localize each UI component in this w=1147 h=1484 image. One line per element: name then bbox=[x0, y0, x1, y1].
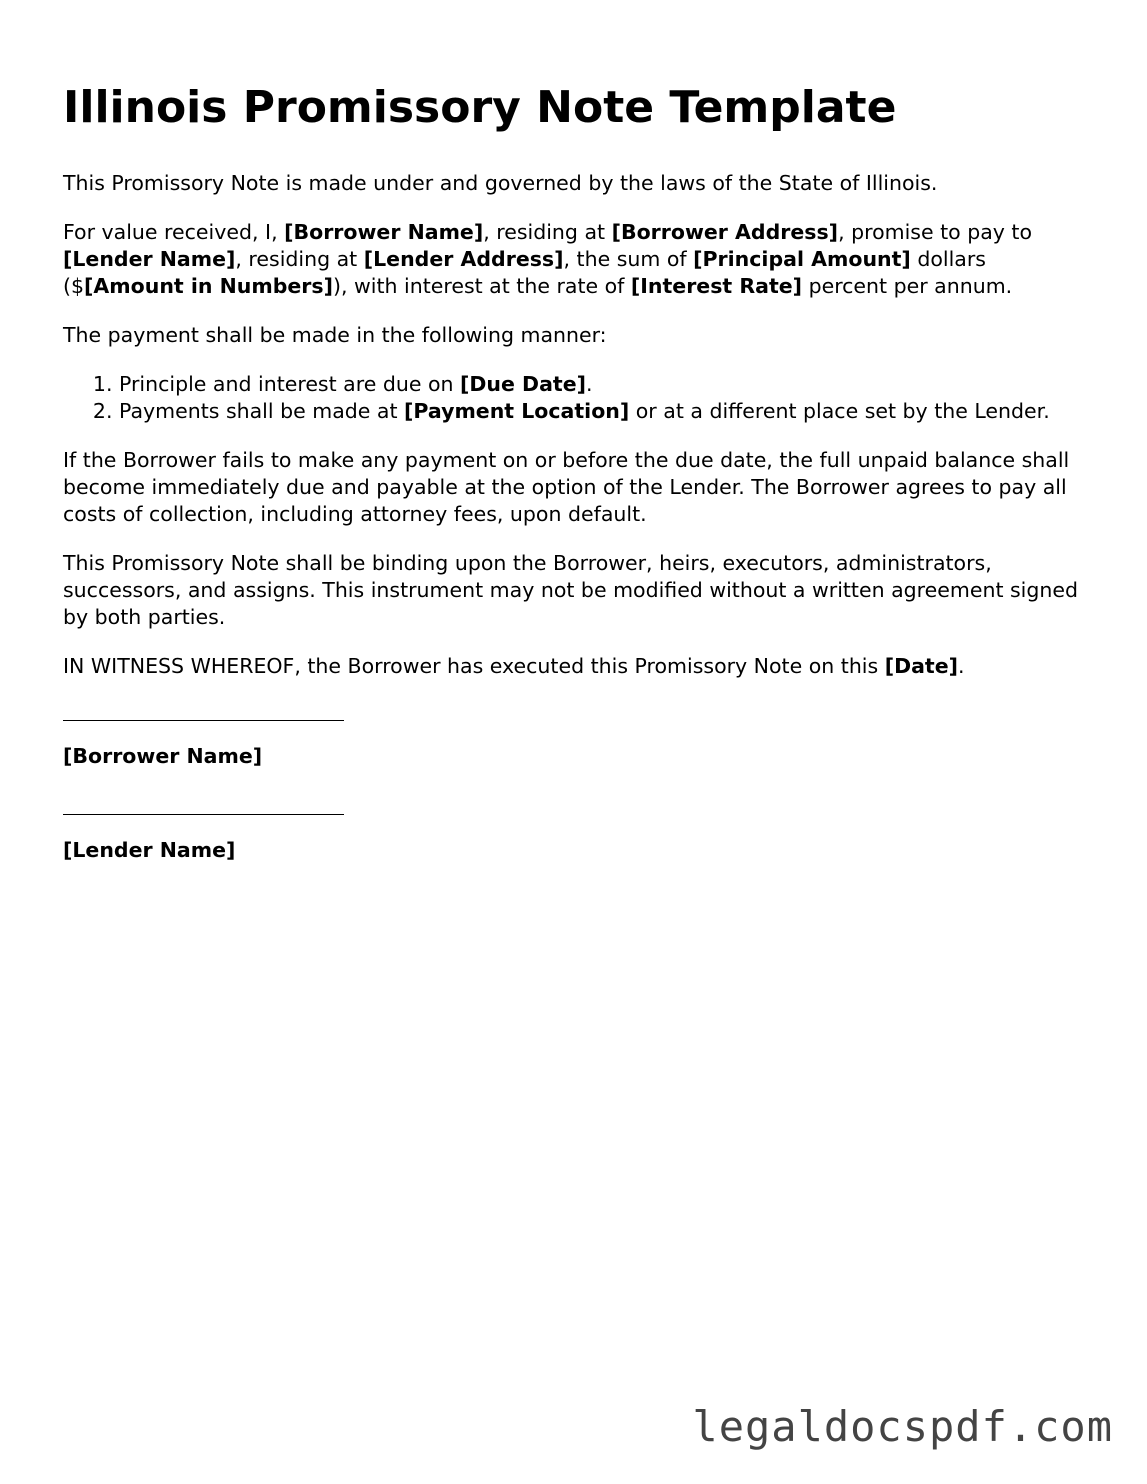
payment-item-1-end: . bbox=[585, 372, 593, 396]
lender-signature-line bbox=[63, 814, 344, 815]
witness-end: . bbox=[958, 654, 965, 678]
payment-item-location bbox=[119, 398, 1093, 425]
borrower-address-field: [Borrower Address] bbox=[611, 220, 839, 244]
lender-address-field: [Lender Address] bbox=[363, 247, 564, 271]
default-clause: If the Borrower fails to make any payment on or before the due date, the full unpaid balance shall become immediately due and payable at the option of the Lender. The Borrower agrees to pay all costs of collection, including attorney fees, upon default. bbox=[63, 448, 1070, 526]
due-date-field: [Due Date] bbox=[460, 372, 586, 396]
witness-text: IN WITNESS WHEREOF, the Borrower has executed this Promissory Note on this bbox=[63, 654, 885, 678]
watermark-logo: legaldocspdf.com bbox=[692, 1402, 1113, 1451]
payment-item-due-date bbox=[119, 371, 1093, 398]
value-text-4: , residing at bbox=[235, 247, 364, 271]
value-text-6: dollars ($ bbox=[63, 247, 986, 298]
witness-paragraph bbox=[63, 653, 1093, 680]
document-title: Illinois Promissory Note Template bbox=[63, 82, 897, 133]
value-text-2: , residing at bbox=[483, 220, 612, 244]
payment-item-1-text: Principle and interest are due on bbox=[119, 372, 461, 396]
payment-location-field: [Payment Location] bbox=[404, 399, 630, 423]
borrower-signature-line bbox=[63, 720, 344, 721]
borrower-signature-label: [Borrower Name] bbox=[63, 744, 263, 768]
payment-item-2-end: or at a different place set by the Lender. bbox=[629, 399, 1050, 423]
lender-name-field: [Lender Name] bbox=[63, 247, 236, 271]
value-paragraph bbox=[63, 219, 1093, 300]
payment-intro: The payment shall be made in the following manner: bbox=[63, 323, 607, 347]
principal-amount-field: [Principal Amount] bbox=[693, 247, 911, 271]
intro-paragraph: This Promissory Note is made under and governed by the laws of the State of Illinois. bbox=[63, 171, 938, 195]
value-text-7: ), with interest at the rate of bbox=[332, 274, 631, 298]
lender-signature-label: [Lender Name] bbox=[63, 838, 236, 862]
payment-list bbox=[63, 371, 1093, 425]
date-field: [Date] bbox=[884, 654, 958, 678]
value-text-8: percent per annum. bbox=[802, 274, 1013, 298]
payment-item-2-text: Payments shall be made at bbox=[119, 399, 405, 423]
binding-clause: This Promissory Note shall be binding upon the Borrower, heirs, executors, administrators, successors, and assigns. This instrument may not be modified without a written agreement signed by both parties. bbox=[63, 551, 1079, 629]
borrower-name-field: [Borrower Name] bbox=[284, 220, 484, 244]
value-text-3: , promise to pay to bbox=[838, 220, 1033, 244]
value-text-5: , the sum of bbox=[563, 247, 694, 271]
document-page bbox=[63, 80, 1093, 864]
interest-rate-field: [Interest Rate] bbox=[630, 274, 803, 298]
amount-numbers-field: [Amount in Numbers] bbox=[84, 274, 333, 298]
value-text-1: For value received, I, bbox=[63, 220, 285, 244]
